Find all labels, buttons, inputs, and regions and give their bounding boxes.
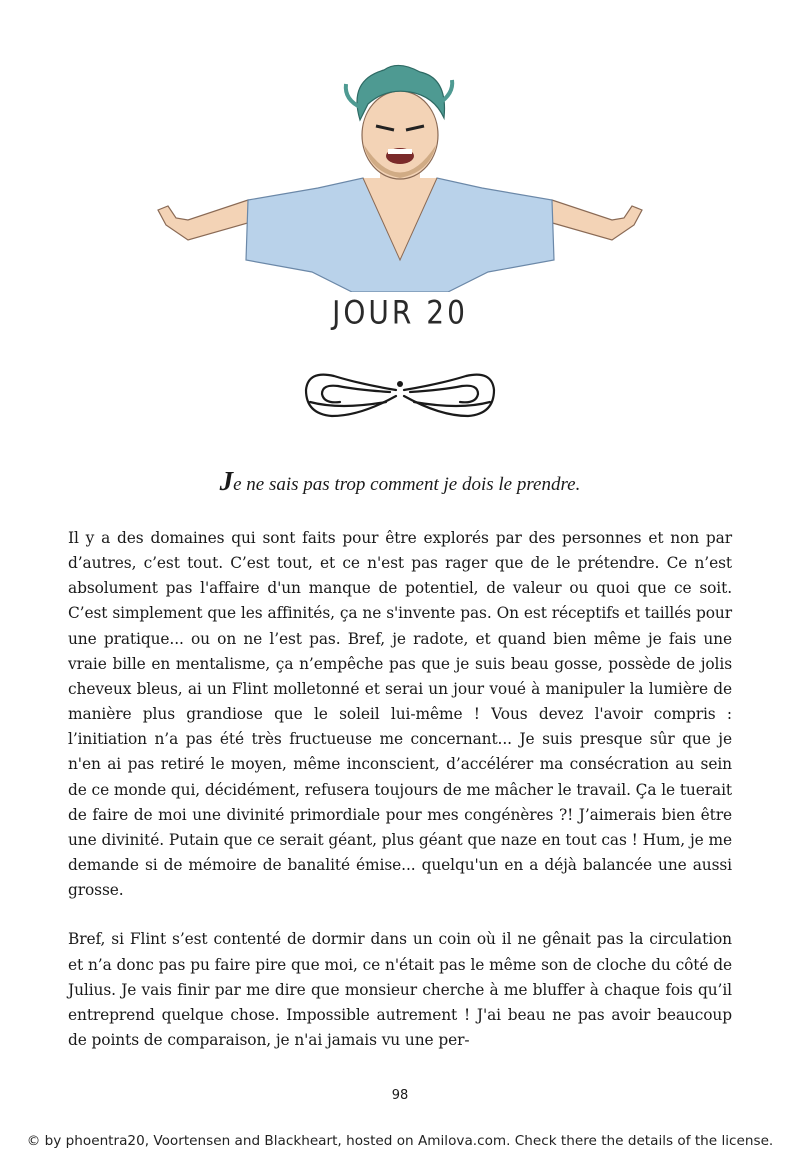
page-number: 98 <box>391 1088 409 1103</box>
drop-cap: J <box>219 466 234 496</box>
paragraph: Il y a des domaines qui sont faits pour être explorés par des personnes et non par d’autres, c’est tout. C’est tout, et ce n'est pas rager que de le prétendre. Ce n’est absolument pas l'affaire d'un manque de potentiel, de valeur ou quoi que ce soit. C’est simplement que les affinités, ça ne s'invente pas. On est réceptifs et taillés pour une pratique... ou on ne l’est pas. Bref, je radote, et quand bien même je fais une vraie bille en mentalisme, ça n’empêche pas que je suis beau gosse, possède de jolis cheveux bleus, ai un Flint molletonné et serai un jour voué à manipuler la lumière de manière plus grandiose que le soleil lui-même ! Vous devez l'avoir compris : l’initiation n’a pas été très fructueuse me concernant... Je suis presque sûr que je n'en ai pas retiré le moyen, même inconscient, d’accélérer ma consécration au sein de ce monde qui, décidément, refusera toujours de me mâcher le travail. Ça le tuerait de faire de moi une divinité primordiale pour mes congénères ?! J’aimerais bien être une divinité. Putain que ce serait géant, plus géant que naze en tout cas ! Hum, je me demande si de mémoire de banalité émise... quelqu'un en a déjà balancée une aussi grosse. <box>68 529 732 900</box>
body-text <box>68 526 732 1077</box>
chapter-title: JOUR 20 <box>332 293 468 332</box>
epigraph-text: e ne sais pas trop comment je dois le prendre. <box>233 474 581 495</box>
character-illustration <box>148 60 652 292</box>
epigraph <box>0 466 800 497</box>
paragraph: Bref, si Flint s’est contenté de dormir dans un coin où il ne gênait pas la circulation et n’a donc pas pu faire pire que moi, ce n'était pas le même son de cloche du côté de Julius. Je vais finir par me dire que monsieur cherche à me bluffer à chaque fois qu’il entreprend quelque chose. Impossible autrement ! J'ai beau ne pas avoir beaucoup de points de comparaison, je n'ai jamais vu une per- <box>68 930 732 1049</box>
decorative-flourish <box>300 362 500 424</box>
license-footer: © by phoentra20, Voortensen and Blackheart, hosted on Amilova.com. Check there the details of the license. <box>26 1133 774 1149</box>
